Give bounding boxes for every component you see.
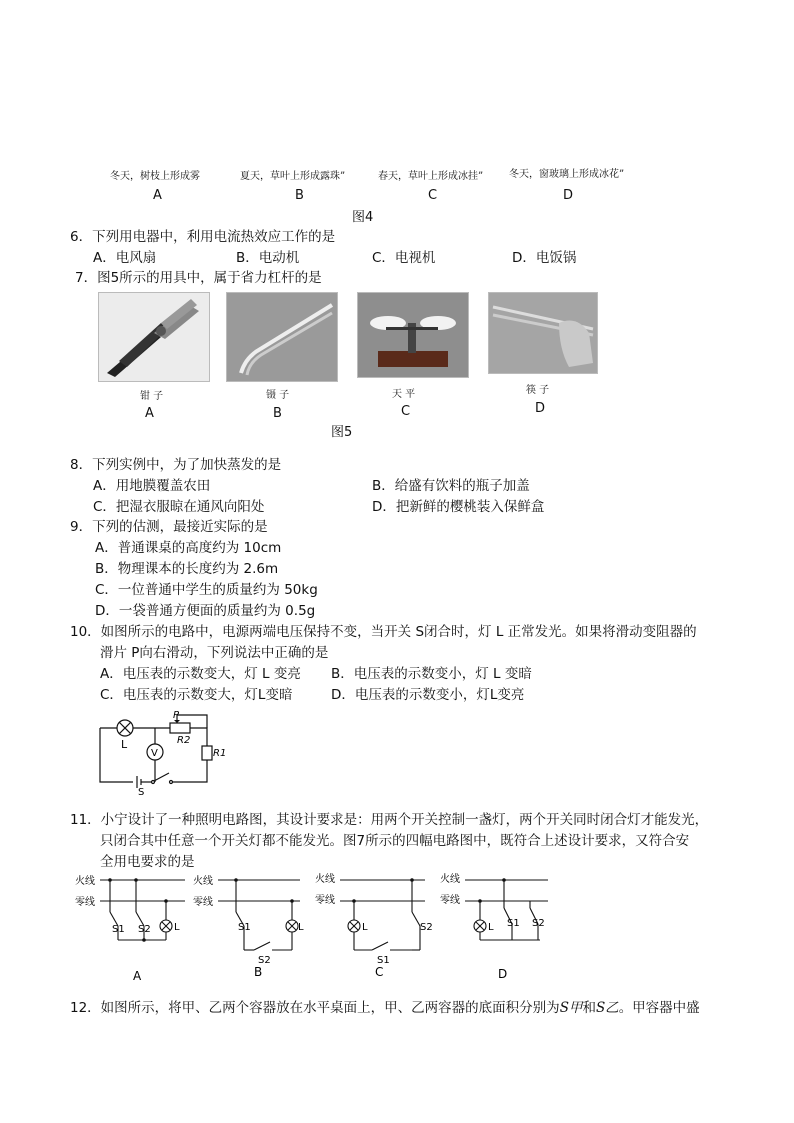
circuit-label-voltmeter: V — [151, 748, 158, 759]
chopsticks-photo — [488, 292, 598, 374]
q6-option-d: D．电饭锅 — [512, 250, 577, 266]
fig4-letter-c: C — [428, 188, 438, 203]
circuit-label-lamp: L — [121, 738, 128, 751]
q6-option-c: C．电视机 — [372, 250, 436, 266]
q11-circuit-diagrams — [70, 868, 560, 986]
q8-option-c: C．把湿衣服晾在通风向阳处 — [93, 499, 265, 515]
fig4-letter-b: B — [295, 188, 304, 203]
q7-letter-b: B — [273, 406, 282, 421]
q10-option-b: B．电压表的示数变小，灯 L 变暗 — [331, 666, 532, 682]
q11-stem-line2: 只闭合其中任意一个开关灯都不能发光。图7所示的四幅电路图中，既符合上述设计要求，又符合安 — [100, 833, 690, 849]
circuit-label-r2: R2 — [177, 735, 191, 746]
q7-caption-c: 天 平 — [392, 389, 416, 400]
q7-letter-c: C — [401, 404, 411, 419]
q7-caption-d: 筷 子 — [526, 385, 550, 396]
a-s1-label: S1 — [112, 924, 125, 935]
a-s2-label: S2 — [138, 924, 151, 935]
circuit-label-r1: R1 — [213, 748, 227, 759]
q7-label: 图5 — [331, 425, 353, 440]
q11-letter-a: A — [133, 969, 142, 983]
balance-photo — [357, 292, 469, 378]
q7-stem: 7．图5所示的用具中，属于省力杠杆的是 — [75, 270, 322, 286]
d-live-label: 火线 — [440, 874, 460, 885]
q9-option-c: C．一位普通中学生的质量约为 50kg — [95, 582, 318, 598]
c-neutral-label: 零线 — [315, 895, 335, 906]
q6-stem: 6．下列用电器中，利用电流热效应工作的是 — [70, 229, 336, 245]
c-s2-label: S2 — [420, 922, 433, 933]
c-s1-label: S1 — [377, 955, 390, 966]
fig4-letter-a: A — [153, 188, 162, 203]
q12-area-b: S乙 — [595, 1000, 619, 1016]
fig4-caption-d: 冬天，窗玻璃上形成冰花” — [509, 169, 625, 180]
q8-option-d: D．把新鲜的樱桃装入保鲜盒 — [372, 499, 545, 515]
a-lamp-label: L — [174, 922, 180, 933]
q11-letter-d: D — [498, 967, 508, 981]
tweezers-photo — [226, 292, 338, 382]
q10-stem-line2: 滑片 P向右滑动，下列说法中正确的是 — [100, 645, 329, 661]
q9-option-b: B．物理课本的长度约为 2.6m — [95, 561, 279, 577]
q9-stem: 9．下列的估测，最接近实际的是 — [70, 519, 268, 535]
q12-area-a: S甲 — [559, 1000, 583, 1016]
q12-stem-post: 。甲容器中盛 — [618, 1000, 700, 1016]
q10-option-a: A．电压表的示数变大，灯 L 变亮 — [100, 666, 301, 682]
b-neutral-label: 零线 — [193, 897, 213, 908]
q8-option-b: B．给盛有饮料的瓶子加盖 — [372, 478, 530, 494]
c-live-label: 火线 — [315, 874, 335, 885]
q7-letter-d: D — [535, 401, 546, 416]
q6-option-a: A．电风扇 — [93, 250, 157, 266]
q11-stem-line3: 全用电要求的是 — [100, 854, 195, 870]
q9-option-a: A．普通课桌的高度约为 10cm — [95, 540, 282, 556]
c-lamp-label: L — [362, 922, 368, 933]
q9-option-d: D．一袋普通方便面的质量约为 0.5g — [95, 603, 316, 619]
circuit-label-switch: S — [138, 787, 145, 796]
q12-stem — [70, 996, 700, 1016]
q7-caption-a: 钳 子 — [140, 391, 164, 402]
fig4-caption-c: 春天，草叶上形成冰挂” — [378, 171, 484, 182]
q10-stem-line1: 10．如图所示的电路中，电源两端电压保持不变，当开关 S闭合时，灯 L 正常发光。如果将滑动变阻器的 — [70, 624, 697, 640]
fig4-caption-a: 冬天，树枝上形成雾 — [110, 171, 200, 182]
pliers-photo — [98, 292, 210, 382]
q11-letter-c: C — [375, 965, 384, 979]
a-live-label: 火线 — [75, 876, 95, 887]
q8-option-a: A．用地膜覆盖农田 — [93, 478, 211, 494]
q11-letter-b: B — [254, 965, 263, 979]
q10-option-c: C．电压表的示数变大，灯L变暗 — [100, 687, 293, 703]
b-lamp-label: L — [298, 922, 304, 933]
fig4-label: 图4 — [352, 210, 374, 225]
fig4-letter-d: D — [563, 188, 574, 203]
a-neutral-label: 零线 — [75, 897, 95, 908]
b-live-label: 火线 — [193, 876, 213, 887]
q8-stem: 8．下列实例中，为了加快蒸发的是 — [70, 457, 282, 473]
q10-option-d: D．电压表的示数变小，灯L变亮 — [331, 687, 525, 703]
q11-stem-line1: 11．小宁设计了一种照明电路图，其设计要求是：用两个开关控制一盏灯，两个开关同时闭合灯才能发光， — [70, 812, 709, 828]
d-s2-label: S2 — [532, 918, 545, 929]
b-s1-label: S1 — [238, 922, 251, 933]
q6-option-b: B．电动机 — [236, 250, 300, 266]
q12-and: 和 — [582, 1000, 596, 1016]
d-neutral-label: 零线 — [440, 895, 460, 906]
circuit-label-slider: P — [173, 710, 180, 721]
b-s2-label: S2 — [258, 955, 271, 966]
q7-caption-b: 镊 子 — [266, 390, 290, 401]
d-lamp-label: L — [488, 922, 494, 933]
d-s1-label: S1 — [507, 918, 520, 929]
fig4-caption-b: 夏天，草叶上形成露珠” — [240, 171, 346, 182]
q7-letter-a: A — [145, 406, 154, 421]
q12-stem-pre: 12．如图所示，将甲、乙两个容器放在水平桌面上，甲、乙两容器的底面积分别为 — [70, 1000, 560, 1016]
q10-circuit-diagram — [95, 708, 230, 796]
